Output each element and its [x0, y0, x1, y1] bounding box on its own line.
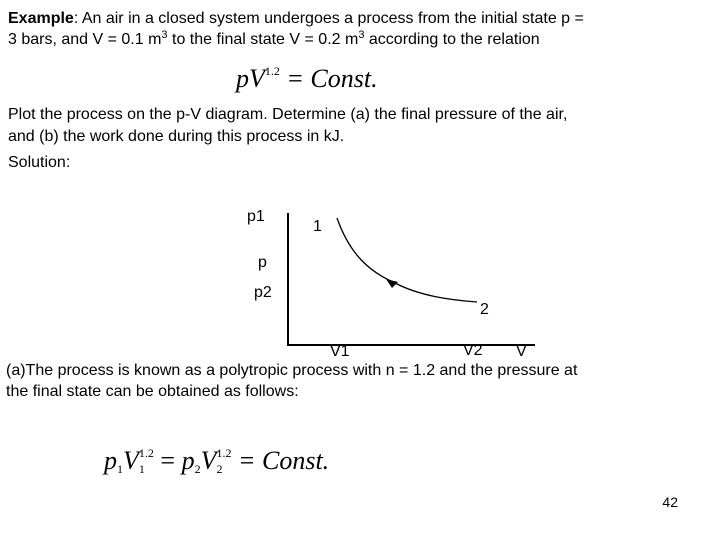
part-a-line-2: the final state can be obtained as follows:	[6, 383, 299, 400]
eq-v2-exponent: 1.2	[216, 446, 232, 460]
eq-p2: p	[181, 446, 195, 475]
eq-v2-sub: 2	[216, 462, 223, 476]
v-axis-label: V	[516, 343, 527, 360]
eq-const: = Const.	[231, 446, 330, 475]
v1-label: V1	[330, 343, 350, 360]
eq-p2-sub: 2	[194, 462, 201, 476]
v2-label: V2	[463, 342, 483, 359]
relation-exponent: 1.2	[264, 64, 280, 78]
problem-intro-2b: to the final state V = 0.2 m	[167, 31, 359, 48]
eq-p1-sub: 1	[117, 462, 123, 476]
problem-intro-2c: according to the relation	[364, 31, 540, 48]
eq-v1-sub: 1	[138, 462, 145, 476]
state-1-label: 1	[313, 218, 322, 235]
problem-intro-1: : An air in a closed system undergoes a process from the initial state p =	[73, 10, 584, 27]
p-axis-label: p	[258, 254, 267, 271]
unit-exponent-1: 3	[161, 29, 168, 41]
example-heading: Example	[8, 10, 74, 27]
solution-label: Solution:	[8, 154, 71, 171]
eq-equals-1: =	[153, 446, 182, 475]
polytropic-equation	[104, 446, 329, 477]
eq-v1-exponent: 1.2	[138, 446, 154, 460]
page-number: 42	[662, 494, 678, 510]
task-line-1: Plot the process on the p-V diagram. Determine (a) the final pressure of the air,	[8, 106, 568, 123]
unit-exponent-2: 3	[358, 29, 365, 41]
process-arrow	[386, 279, 398, 288]
eq-v1: V	[123, 446, 139, 475]
eq-v2: V	[200, 446, 217, 475]
relation-const: = Const.	[279, 64, 378, 93]
eq-p1: p	[104, 446, 117, 475]
process-curve	[337, 218, 477, 302]
problem-intro-2a: 3 bars, and V = 0.1 m	[8, 31, 162, 48]
relation-pv: pV	[236, 64, 265, 93]
p2-label: p2	[254, 284, 272, 301]
task-line-2: and (b) the work done during this process in kJ.	[8, 128, 345, 145]
state-2-label: 2	[480, 301, 489, 318]
part-a-line-1: (a)The process is known as a polytropic process with n = 1.2 and the pressure at	[6, 362, 578, 379]
p1-label: p1	[247, 208, 265, 225]
